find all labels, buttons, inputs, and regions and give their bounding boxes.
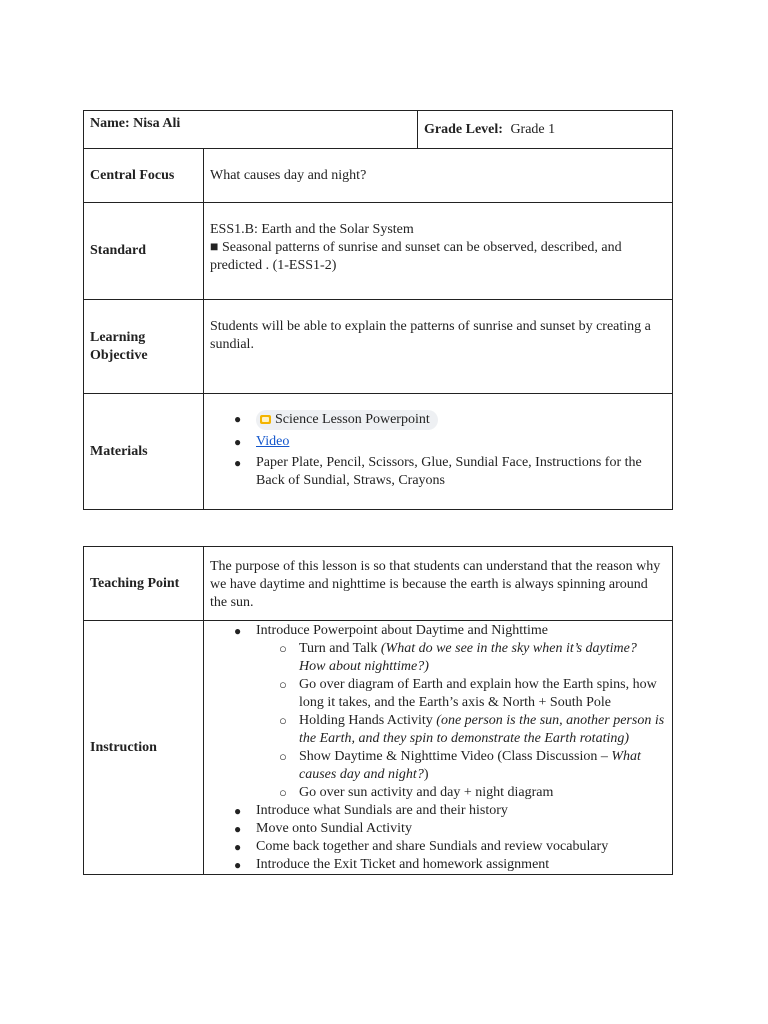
teaching-point-text: The purpose of this lesson is so that students can understand that the reason why we have daytime and nighttime is because the earth is always spinning around the sun. [204,547,673,621]
substep-5-text: Go over sun activity and day + night diagram [299,785,554,800]
objective-label-line1: Learning [90,329,146,345]
instruction-step-5: Introduce the Exit Ticket and homework assignment [256,857,550,872]
lesson-info-table [83,110,673,510]
materials-list [210,410,666,490]
teaching-point-row [84,547,673,621]
name-value: Nisa Ali [133,116,181,131]
objective-label-cell [84,300,204,394]
name-cell [84,111,418,149]
instruction-step [210,838,666,856]
instruction-label: Instruction [84,621,204,875]
name-label: Name: [90,116,130,131]
header-row [84,111,673,149]
instruction-substep [210,748,666,784]
slides-icon [260,415,271,424]
materials-item [210,454,666,490]
instruction-substep [210,784,666,802]
substep-4-italic: What causes day and night? [299,749,641,782]
instruction-step [210,802,666,820]
instruction-row [84,621,673,875]
instruction-substep [210,676,666,712]
substep-1-text: Turn and Talk [299,641,381,656]
central-focus-label: Central Focus [84,149,204,203]
instruction-step [210,820,666,838]
substep-2-text: Go over diagram of Earth and explain how the Earth spins, how long it takes, and the Earth’s axis & North + South Pole [299,677,657,710]
standard-description: ■ Seasonal patterns of sunrise and sunset can be observed, described, and predicted . (1-ESS1-2) [210,240,622,273]
instruction-substep [210,640,666,676]
materials-item [210,410,666,430]
substep-3-italic: (one person is the sun, another person is the Earth, and they spin to demonstrate the Earth rotating) [299,713,665,746]
objective-label-line2: Objective [90,347,148,363]
standard-cell [204,203,673,300]
supplies-text: Paper Plate, Pencil, Scissors, Glue, Sundial Face, Instructions for the Back of Sundial, Straws, Crayons [256,455,642,488]
powerpoint-chip-label: Science Lesson Powerpoint [275,412,430,427]
lesson-plan-table [83,546,673,875]
objective-text: Students will be able to explain the patterns of sunrise and sunset by creating a sundial. [204,300,673,394]
instruction-list [210,622,666,874]
grade-cell [418,111,673,149]
substep-4-text: Show Daytime & Nighttime Video (Class Discussion – [299,749,612,764]
substep-1-italic: (What do we see in the sky when it’s daytime? How about nighttime?) [299,641,637,674]
standard-label: Standard [84,203,204,300]
materials-item [210,433,666,451]
central-focus-row [84,149,673,203]
powerpoint-chip[interactable] [256,410,438,430]
substep-4-close: ) [423,767,429,782]
instruction-step [210,622,666,802]
instruction-step-4: Come back together and share Sundials and review vocabulary [256,839,609,854]
grade-label: Grade Level: [424,121,503,137]
grade-value: Grade 1 [510,121,556,137]
instruction-step-2: Introduce what Sundials are and their history [256,803,508,818]
instruction-cell [204,621,673,875]
materials-label: Materials [84,394,204,510]
standard-row [84,203,673,300]
instruction-substep [210,712,666,748]
video-link[interactable]: Video [256,434,290,449]
central-focus-text: What causes day and night? [204,149,673,203]
instruction-sublist [256,640,666,802]
standard-title: ESS1.B: Earth and the Solar System [210,222,414,237]
materials-row [84,394,673,510]
teaching-point-label: Teaching Point [84,547,204,621]
objective-row [84,300,673,394]
instruction-step-3: Move onto Sundial Activity [256,821,412,836]
materials-cell [204,394,673,510]
instruction-step-1: Introduce Powerpoint about Daytime and Nighttime [256,623,548,638]
instruction-step [210,856,666,874]
substep-3-text: Holding Hands Activity [299,713,437,728]
